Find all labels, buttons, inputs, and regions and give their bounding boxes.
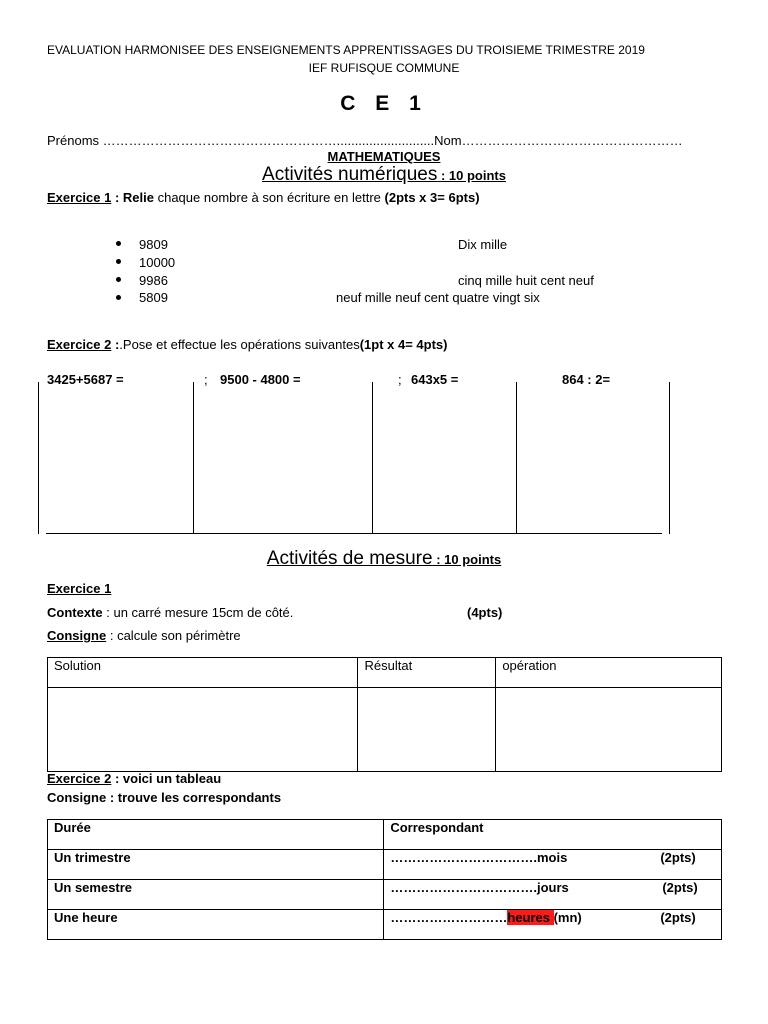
ex1-text: chaque nombre à son écriture en lettre <box>153 190 385 205</box>
ex1-instruction <box>47 190 480 205</box>
name-line[interactable]: Prénoms ………………………………………………...........................Nom…………………………………………… <box>47 133 683 148</box>
answer-blank[interactable]: ……………………………. <box>390 880 537 895</box>
measure-ex2-title <box>47 771 221 786</box>
consigne-text: : calcule son périmètre <box>106 628 241 643</box>
solution-cell[interactable] <box>48 688 358 772</box>
unit-suffix: (mn) <box>553 910 582 925</box>
points-label: (2pts) <box>662 880 698 895</box>
unit-label: jours <box>536 880 569 895</box>
ex2-instruction <box>47 337 448 352</box>
column-divider <box>372 382 373 534</box>
correspondence-table <box>47 819 722 940</box>
measure-ex2-consigne: Consigne : trouve les correspondants <box>47 790 282 805</box>
bullet-icon <box>116 295 121 300</box>
ex1-verb: Relie <box>122 190 154 205</box>
ex1-label: Exercice 1 <box>47 190 112 205</box>
result-header: Résultat <box>358 658 496 688</box>
ex1-points: (2pts x 3= 6pts) <box>384 190 480 205</box>
operation-cell[interactable] <box>496 688 722 772</box>
operation-3: 643x5 = <box>411 372 459 387</box>
operation-separator: ; <box>204 372 208 387</box>
unit-label-highlighted: heures <box>507 910 554 925</box>
duree-header: Durée <box>48 820 384 850</box>
column-divider <box>193 382 194 534</box>
number-item: 10000 <box>139 255 176 270</box>
subject-title: MATHEMATIQUES <box>327 149 441 164</box>
context-label: Contexte <box>47 605 103 620</box>
number-item: 5809 <box>139 290 168 305</box>
operation-separator: ; <box>398 372 402 387</box>
header-line-1: EVALUATION HARMONISEE DES ENSEIGNEMENTS APPRENTISSAGES DU TROISIEME TRIMESTRE 2019 <box>47 43 645 57</box>
table-row <box>48 850 722 880</box>
bullet-icon <box>116 259 121 264</box>
ex2-points: (1pt x 4= 4pts) <box>359 337 448 352</box>
answer-blank[interactable]: ……………………… <box>390 910 508 925</box>
operation-2: 9500 - 4800 = <box>220 372 301 387</box>
correspondant-cell[interactable] <box>384 910 722 940</box>
measure-ex2-rest: : voici un tableau <box>111 771 222 786</box>
correspondant-header: Correspondant <box>384 820 722 850</box>
word-item: cinq mille huit cent neuf <box>458 273 594 288</box>
result-cell[interactable] <box>358 688 496 772</box>
table-row <box>48 910 722 940</box>
column-divider <box>669 382 670 534</box>
operation-header: opération <box>496 658 722 688</box>
baseline-rule <box>46 533 662 534</box>
ex2-sep: : <box>111 337 120 352</box>
unit-label: mois <box>536 850 568 865</box>
column-divider <box>516 382 517 534</box>
section-numeric-points: : 10 points <box>437 168 506 183</box>
measure-ex1-label: Exercice 1 <box>47 581 112 596</box>
measure-ex2-label: Exercice 2 <box>47 771 112 786</box>
context-points: (4pts) <box>467 605 503 620</box>
section-numeric-title-text: Activités numériques <box>262 164 438 185</box>
ex2-text: .Pose et effectue les opérations suivantes <box>119 337 360 352</box>
bullet-icon <box>116 277 121 282</box>
section-measure-title <box>0 548 768 570</box>
word-item: neuf mille neuf cent quatre vingt six <box>336 290 540 305</box>
duree-cell: Une heure <box>48 910 384 940</box>
section-measure-points: : 10 points <box>432 552 502 567</box>
correspondant-cell[interactable] <box>384 880 722 910</box>
word-item: Dix mille <box>458 237 508 252</box>
ex2-label: Exercice 2 <box>47 337 112 352</box>
duree-cell: Un trimestre <box>48 850 384 880</box>
section-numeric-title <box>0 164 768 186</box>
points-label: (2pts) <box>660 850 696 865</box>
grade-title: C E 1 <box>340 92 428 115</box>
number-item: 9986 <box>139 273 168 288</box>
points-label: (2pts) <box>660 910 696 925</box>
solution-header: Solution <box>48 658 358 688</box>
consigne-line <box>47 628 241 643</box>
number-item: 9809 <box>139 237 168 252</box>
duree-cell: Un semestre <box>48 880 384 910</box>
answer-blank[interactable]: ……………………………. <box>390 850 537 865</box>
section-measure-title-text: Activités de mesure <box>266 548 433 569</box>
header-line-2: IEF RUFISQUE COMMUNE <box>308 61 460 75</box>
table-row <box>48 880 722 910</box>
consigne-label: Consigne <box>47 628 107 643</box>
context-line <box>47 605 293 620</box>
solution-table <box>47 657 722 772</box>
correspondant-cell[interactable] <box>384 850 722 880</box>
ex1-sep: : <box>111 190 123 205</box>
column-divider <box>38 382 39 534</box>
bullet-icon <box>116 241 121 246</box>
operation-4: 864 : 2= <box>562 372 611 387</box>
context-text: : un carré mesure 15cm de côté. <box>102 605 294 620</box>
operation-1: 3425+5687 = <box>47 372 124 387</box>
